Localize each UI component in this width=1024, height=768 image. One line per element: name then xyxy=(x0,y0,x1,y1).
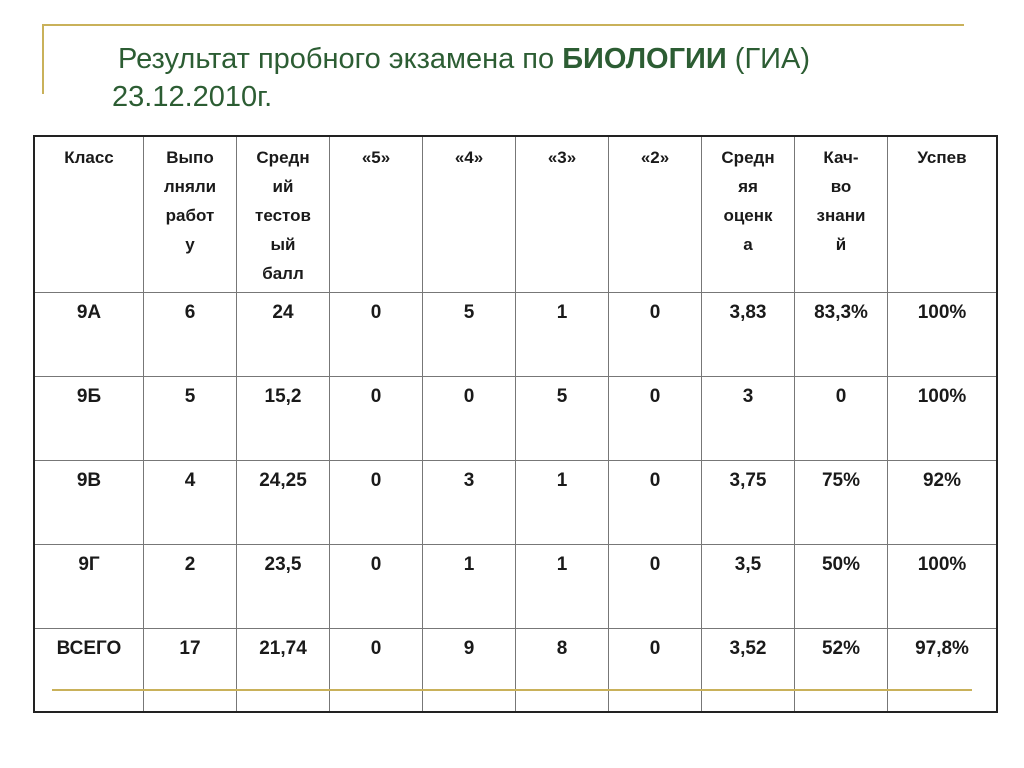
table-cell: 3,5 xyxy=(702,544,795,628)
decorative-rule-bottom xyxy=(52,689,972,691)
row-class-label: 9В xyxy=(34,460,144,544)
table-cell: 0 xyxy=(795,376,888,460)
table-cell: 3,52 xyxy=(702,628,795,712)
title-prefix: Результат пробного экзамена по xyxy=(118,43,563,75)
column-header xyxy=(237,136,330,292)
column-header-line: тестов xyxy=(255,206,311,225)
column-header-line: Средн xyxy=(721,148,775,167)
column-header-line: а xyxy=(743,235,753,254)
results-table xyxy=(33,135,998,713)
row-class-label: 9Б xyxy=(34,376,144,460)
column-header xyxy=(423,136,516,292)
page-title xyxy=(112,40,978,116)
table-body xyxy=(34,292,997,712)
decorative-rule-top xyxy=(42,24,964,26)
table-cell: 0 xyxy=(609,292,702,376)
column-header-line: яя xyxy=(738,177,758,196)
table-cell: 3,83 xyxy=(702,292,795,376)
title-subject: БИОЛОГИИ xyxy=(562,43,727,75)
title-date: 23.12.2010г. xyxy=(112,81,273,113)
column-header-line: во xyxy=(830,177,852,196)
table-cell: 24 xyxy=(237,292,330,376)
column-header-line: работ xyxy=(165,206,215,225)
table-cell: 0 xyxy=(330,376,423,460)
table-cell: 0 xyxy=(609,460,702,544)
column-header xyxy=(516,136,609,292)
row-class-label: 9Г xyxy=(34,544,144,628)
column-header-line: ый xyxy=(270,235,296,254)
table-cell: 0 xyxy=(330,292,423,376)
table-cell: 9 xyxy=(423,628,516,712)
table-cell: 3 xyxy=(702,376,795,460)
table-cell: 1 xyxy=(423,544,516,628)
table-cell: 52% xyxy=(795,628,888,712)
table-cell: 5 xyxy=(516,376,609,460)
column-header-line: лняли xyxy=(163,177,217,196)
column-header-line: у xyxy=(185,235,195,254)
table-cell: 83,3% xyxy=(795,292,888,376)
table-cell: 15,2 xyxy=(237,376,330,460)
table-cell: 5 xyxy=(423,292,516,376)
column-header-line: й xyxy=(835,235,847,254)
column-header-line: «3» xyxy=(547,148,577,167)
title-suffix: (ГИА) xyxy=(726,43,811,75)
table-cell: 0 xyxy=(609,376,702,460)
column-header-line: «2» xyxy=(640,148,670,167)
table-cell: 3 xyxy=(423,460,516,544)
table-cell: 21,74 xyxy=(237,628,330,712)
column-header-line: знани xyxy=(816,206,866,225)
table-cell: 100% xyxy=(888,292,998,376)
table-cell: 2 xyxy=(144,544,237,628)
table-cell: 0 xyxy=(330,628,423,712)
table-cell: 100% xyxy=(888,376,998,460)
column-header-line: Средн xyxy=(256,148,310,167)
table-header-row xyxy=(34,136,997,292)
table-cell: 3,75 xyxy=(702,460,795,544)
column-header-line: балл xyxy=(262,264,304,283)
table-cell: 17 xyxy=(144,628,237,712)
column-header xyxy=(609,136,702,292)
column-header-line: Выпо xyxy=(166,148,214,167)
column-header xyxy=(795,136,888,292)
table-cell: 97,8% xyxy=(888,628,998,712)
table-cell: 92% xyxy=(888,460,998,544)
column-header xyxy=(888,136,998,292)
table-cell: 50% xyxy=(795,544,888,628)
row-class-label: ВСЕГО xyxy=(34,628,144,712)
column-header-line: оценк xyxy=(723,206,773,225)
table-cell: 23,5 xyxy=(237,544,330,628)
row-class-label: 9А xyxy=(34,292,144,376)
table-row xyxy=(34,292,997,376)
table-cell: 6 xyxy=(144,292,237,376)
table-cell: 0 xyxy=(330,544,423,628)
column-header-line: ий xyxy=(272,177,294,196)
table-cell: 75% xyxy=(795,460,888,544)
column-header-line: Класс xyxy=(64,148,114,167)
table-row xyxy=(34,628,997,712)
table-cell: 1 xyxy=(516,292,609,376)
table-cell: 1 xyxy=(516,460,609,544)
column-header-line: «4» xyxy=(454,148,484,167)
column-header xyxy=(330,136,423,292)
decorative-rule-left xyxy=(42,24,44,94)
table-cell: 100% xyxy=(888,544,998,628)
table-cell: 8 xyxy=(516,628,609,712)
table-cell: 0 xyxy=(609,544,702,628)
table-row xyxy=(34,544,997,628)
column-header-line: Успев xyxy=(917,148,967,167)
column-header xyxy=(702,136,795,292)
column-header xyxy=(144,136,237,292)
table-cell: 5 xyxy=(144,376,237,460)
column-header-line: Кач- xyxy=(823,148,859,167)
column-header xyxy=(34,136,144,292)
table-cell: 24,25 xyxy=(237,460,330,544)
table-cell: 0 xyxy=(330,460,423,544)
table-row xyxy=(34,376,997,460)
table-cell: 4 xyxy=(144,460,237,544)
table-cell: 1 xyxy=(516,544,609,628)
column-header-line: «5» xyxy=(361,148,391,167)
table-cell: 0 xyxy=(423,376,516,460)
table-cell: 0 xyxy=(609,628,702,712)
table-row xyxy=(34,460,997,544)
